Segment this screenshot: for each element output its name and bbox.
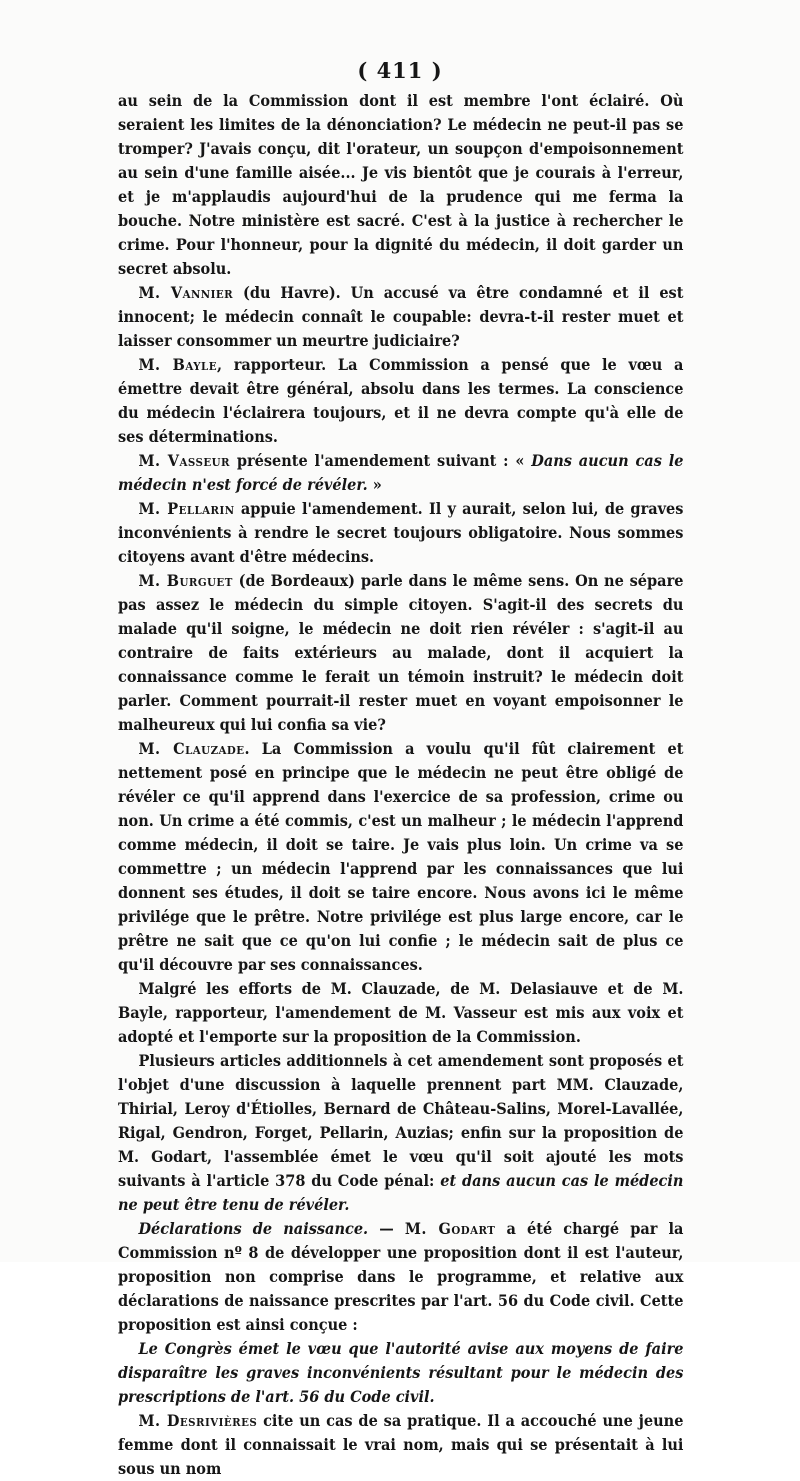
proposition-quote: Le Congrès émet le vœu que l'autorité avise aux moyens de faire disparaître les graves inconvénients résultant pour le médecin des prescriptions de l'art. 56 du Code civil.	[118, 1339, 684, 1406]
speaker-name: M. Vasseur	[138, 451, 231, 470]
paragraph	[118, 353, 683, 449]
paragraph	[118, 1337, 683, 1409]
speaker-name: M. Burguet	[138, 571, 233, 590]
speaker-name: M. Clauzade	[138, 739, 245, 758]
section-heading: Déclarations de naissance.	[138, 1219, 369, 1238]
paragraph	[118, 1409, 683, 1481]
paragraph-text: . La Commission a voulu qu'il fût clairement et nettement posé en principe que le médecin ne peut être obligé de révéler ce qu'il apprend dans l'exercice de sa profession, crime ou non. Un crime a été commis, c'est un malheur ; le médecin l'apprend comme médecin, il doit se taire. Je vais plus loin. Un crime va se commettre ; un médecin l'apprend par les connaissances que lui donnent ses études, il doit se taire encore. Nous avons ici le même privilége que le prêtre. Notre privilége est plus large encore, car le prêtre ne sait que ce qu'on lui confie ; le médecin sait de plus ce qu'il découvre par ses connaissances.	[118, 739, 684, 974]
paragraph-text: —	[368, 1219, 405, 1238]
amendment-quote: Dans aucun cas le médecin n'est forcé de révéler.	[118, 451, 684, 494]
paragraph-text: cite un cas de sa pratique. Il a accouché une jeune femme dont il connaissait le vrai nom, mais qui se présentait à lui sous un nom	[118, 1411, 684, 1478]
paragraph	[118, 569, 683, 737]
paragraph	[118, 497, 683, 569]
paragraph	[118, 1217, 683, 1337]
speaker-name: M. Godart	[404, 1219, 496, 1238]
speaker-name: M. Pellarin	[138, 499, 235, 518]
paragraph-text: , rapporteur. La Commission a pensé que le vœu a émettre devait être général, absolu dans les termes. La conscience du médecin l'éclairera toujours, et il ne devra compte qu'à elle de ses déterminations.	[118, 355, 684, 446]
paragraph-text: présente l'amendement suivant : «	[230, 451, 532, 470]
paragraph-tail: »	[367, 475, 382, 494]
paragraph-text: (du Havre). Un accusé va être condamné et il est innocent; le médecin connaît le coupable: devra-t-il rester muet et laisser consommer un meurtre judiciaire?	[118, 283, 684, 350]
speaker-name: M. Vannier	[138, 283, 234, 302]
paragraph	[118, 89, 683, 281]
paragraph	[118, 977, 683, 1049]
paragraph-text: (de Bordeaux) parle dans le même sens. On ne sépare pas assez le médecin du simple citoyen. S'agit-il des secrets du malade qu'il soigne, le médecin ne doit rien révéler : s'agit-il au contraire de faits extérieurs au malade, dont il acquiert la connaissance comme le ferait un témoin instruit? le médecin doit parler. Comment pourrait-il rester muet en voyant empoisonner le malheureux qui lui confia sa vie?	[118, 571, 684, 734]
page-body	[118, 89, 683, 1481]
paragraph	[118, 737, 683, 977]
speaker-name: M. Bayle	[138, 355, 217, 374]
added-words-quote: et dans aucun cas le médecin ne peut être tenu de révéler.	[118, 1171, 684, 1214]
paragraph-text: Malgré les efforts de M. Clauzade, de M. Delasiauve et de M. Bayle, rapporteur, l'amendement de M. Vasseur est mis aux voix et adopté et l'emporte sur la proposition de la Commission.	[118, 979, 684, 1046]
paragraph	[118, 1049, 683, 1217]
paragraph	[118, 281, 683, 353]
paragraph-text: appuie l'amendement. Il y aurait, selon lui, de graves inconvénients à rendre le secret toujours obligatoire. Nous sommes citoyens avant d'être médecins.	[118, 499, 684, 566]
paragraph-text: Plusieurs articles additionnels à cet amendement sont proposés et l'objet d'une discussion à laquelle prennent part MM. Clauzade, Thirial, Leroy d'Étiolles, Bernard de Château-Salins, Morel-Lavallée, Rigal, Gendron, Forget, Pellarin, Auzias; enfin sur la proposition de M. Godart, l'assemblée émet le vœu qu'il soit ajouté les mots suivants à l'article 378 du Code pénal:	[118, 1051, 684, 1190]
page-number: ( 411 )	[357, 58, 443, 83]
paragraph-tail: a été chargé par la Commission nº 8 de développer une proposition dont il est l'auteur, proposition non comprise dans le programme, et relative aux déclarations de naissance prescrites par l'art. 56 du Code civil. Cette proposition est ainsi conçue :	[118, 1219, 684, 1334]
paragraph-text: au sein de la Commission dont il est membre l'ont éclairé. Où seraient les limites de la dénonciation? Le médecin ne peut-il pas se tromper? J'avais conçu, dit l'orateur, un soupçon d'empoisonnement au sein d'une famille aisée... Je vis bientôt que je courais à l'erreur, et je m'applaudis aujourd'hui de la prudence qui me ferma la bouche. Notre ministère est sacré. C'est à la justice à rechercher le crime. Pour l'honneur, pour la dignité du médecin, il doit garder un secret absolu.	[118, 91, 684, 278]
paragraph	[118, 449, 683, 497]
speaker-name: M. Desrivières	[138, 1411, 258, 1430]
